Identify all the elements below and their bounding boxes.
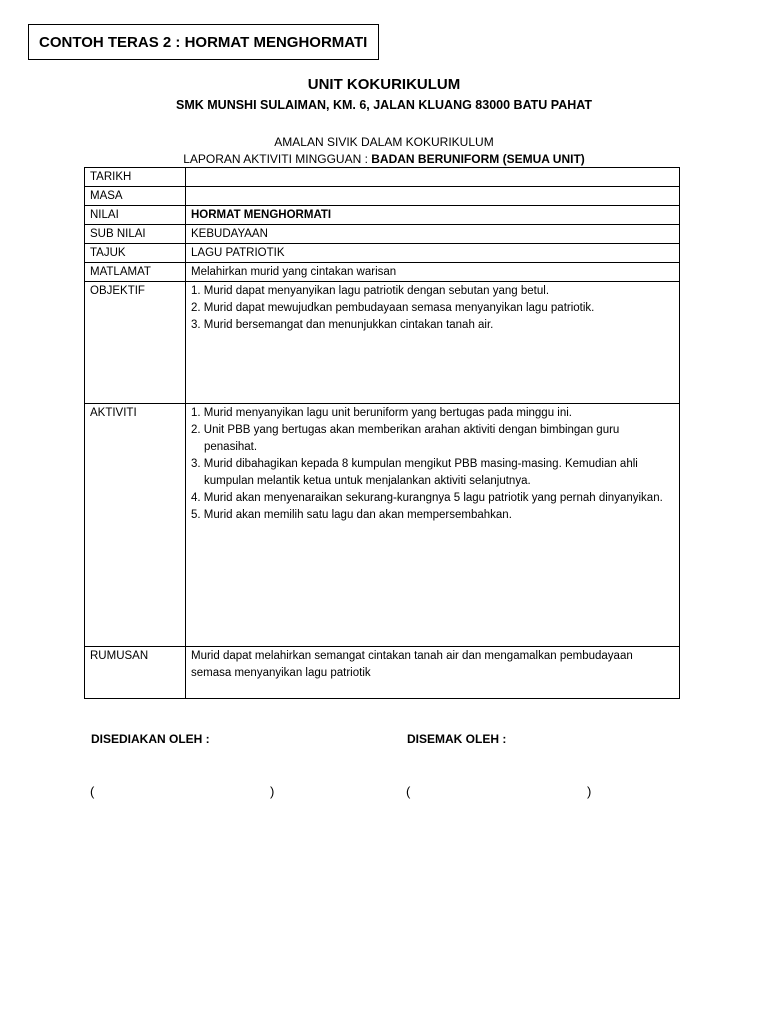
prepared-signature-close: ) <box>270 784 275 799</box>
value-masa <box>186 187 680 206</box>
teras-tag-box <box>28 24 379 60</box>
checked-signature-open: ( <box>406 784 411 799</box>
label-tajuk: TAJUK <box>85 244 186 263</box>
row-tajuk <box>85 244 680 263</box>
aktiviti-list <box>191 405 674 524</box>
checked-signature-close: ) <box>587 784 592 799</box>
objektif-item: 1. Murid dapat menyanyikan lagu patriotik dengan sebutan yang betul. <box>191 285 550 297</box>
label-matlamat: MATLAMAT <box>85 263 186 282</box>
objektif-item: 3. Murid bersemangat dan menunjukkan cintakan tanah air. <box>191 319 494 331</box>
objektif-list <box>191 283 674 334</box>
aktiviti-item: 5. Murid akan memilih satu lagu dan akan mempersembahkan. <box>191 509 512 521</box>
row-masa <box>85 187 680 206</box>
aktiviti-item: 2. Unit PBB yang bertugas akan memberikan arahan aktiviti dengan bimbingan guru penasihat. <box>191 424 620 453</box>
value-tajuk: LAGU PATRIOTIK <box>186 244 680 263</box>
aktiviti-item: 3. Murid dibahagikan kepada 8 kumpulan mengikut PBB masing-masing. Kemudian ahli kumpulan melantik ketua untuk menjalankan aktiviti selanjutnya. <box>191 458 638 487</box>
value-rumusan: Murid dapat melahirkan semangat cintakan tanah air dan mengamalkan pembudayaan semasa menyanyikan lagu patriotik <box>186 647 680 699</box>
row-matlamat <box>85 263 680 282</box>
label-aktiviti: AKTIVITI <box>85 404 186 647</box>
label-rumusan: RUMUSAN <box>85 647 186 699</box>
prepared-signature-open: ( <box>90 784 95 799</box>
laporan-title <box>0 152 768 166</box>
school-address: SMK MUNSHI SULAIMAN, KM. 6, JALAN KLUANG 83000 BATU PAHAT <box>176 98 592 112</box>
aktiviti-item: 1. Murid menyanyikan lagu unit beruniform yang bertugas pada minggu ini. <box>191 407 572 419</box>
report-table <box>84 167 680 699</box>
row-objektif <box>85 282 680 404</box>
teras-tag-text: CONTOH TERAS 2 : HORMAT MENGHORMATI <box>39 33 368 51</box>
label-tarikh: TARIKH <box>85 168 186 187</box>
laporan-unit: BADAN BERUNIFORM (SEMUA UNIT) <box>371 152 585 166</box>
amalan-title: AMALAN SIVIK DALAM KOKURIKULUM <box>274 135 494 149</box>
value-matlamat: Melahirkan murid yang cintakan warisan <box>186 263 680 282</box>
prepared-by-label: DISEDIAKAN OLEH : <box>91 732 210 746</box>
value-objektif <box>186 282 680 404</box>
value-aktiviti <box>186 404 680 647</box>
label-objektif: OBJEKTIF <box>85 282 186 404</box>
label-nilai: NILAI <box>85 206 186 225</box>
unit-title: UNIT KOKURIKULUM <box>307 76 461 93</box>
row-nilai <box>85 206 680 225</box>
value-sub-nilai: KEBUDAYAAN <box>186 225 680 244</box>
label-masa: MASA <box>85 187 186 206</box>
aktiviti-item: 4. Murid akan menyenaraikan sekurang-kurangnya 5 lagu patriotik yang pernah dinyanyikan. <box>191 492 663 504</box>
row-tarikh <box>85 168 680 187</box>
row-sub-nilai <box>85 225 680 244</box>
checked-by-label: DISEMAK OLEH : <box>407 732 507 746</box>
laporan-prefix: LAPORAN AKTIVITI MINGGUAN : <box>183 152 372 166</box>
value-nilai: HORMAT MENGHORMATI <box>186 206 680 225</box>
objektif-item: 2. Murid dapat mewujudkan pembudayaan semasa menyanyikan lagu patriotik. <box>191 302 595 314</box>
row-aktiviti <box>85 404 680 647</box>
value-tarikh <box>186 168 680 187</box>
label-sub-nilai: SUB NILAI <box>85 225 186 244</box>
row-rumusan <box>85 647 680 699</box>
